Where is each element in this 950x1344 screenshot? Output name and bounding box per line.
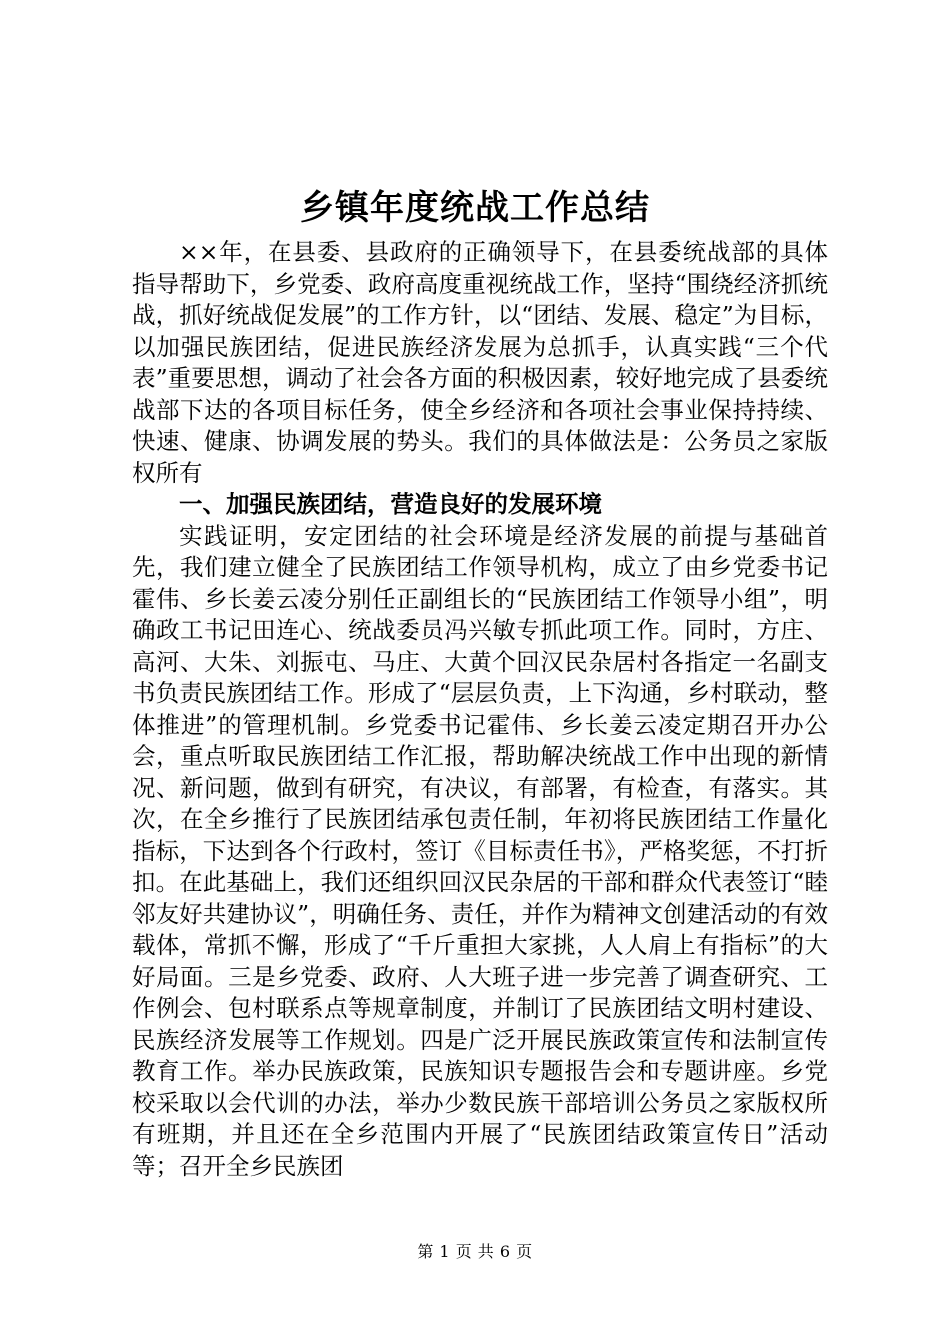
section-heading: 一、加强民族团结，营造良好的发展环境 [179, 490, 602, 518]
section-paragraph: 实践证明，安定团结的社会环境是经济发展的前提与基础首先，我们建立健全了民族团结工作领导机构，成立了由乡党委书记霍伟、乡长姜云凌分别任正副组长的“民族团结工作领导小组”，明确政工书记田连心、统战委员冯兴敏专抓此项工作。同时，方庄、高河、大朱、刘振屯、马庄、大黄个回汉民杂居村各指定一名副支书负责民族团结工作。形成了“层层负责，上下沟通，乡村联动，整体推进”的管理机制。乡党委书记霍伟、乡长姜云凌定期召开办公会，重点听取民族团结工作汇报，帮助解决统战工作中出现的新情况、新问题，做到有研究，有决议，有部署，有检查，有落实。其次，在全乡推行了民族团结承包责任制，年初将民族团结工作量化指标，下达到各个行政村，签订《目标责任书》，严格奖惩，不打折扣。在此基础上，我们还组织回汉民杂居的干部和群众代表签订“睦邻友好共建协议”，明确任务、责任，并作为精神文创建活动的有效载体，常抓不懈，形成了“千斤重担大家挑，人人肩上有指标”的大好局面。三是乡党委、政府、人大班子进一步完善了调查研究、工作例会、包村联系点等规章制度，并制订了民族团结文明村建设、民族经济发展等工作规划。四是广泛开展民族政策宣传和法制宣传教育工作。举办民族政策，民族知识专题报告会和专题讲座。乡党校采取以会代训的办法，举办少数民族干部培训公务员之家版权所有班期，并且还在全乡范围内开展了“民族团结政策宣传日”活动等；召开全乡民族团 [132, 521, 828, 1180]
document-body [132, 237, 828, 1182]
document-title: 乡镇年度统战工作总结 [300, 188, 650, 228]
page-number-footer: 第 1 页 共 6 页 [417, 1242, 533, 1261]
intro-paragraph: ××年，在县委、县政府的正确领导下，在县委统战部的具体指导帮助下，乡党委、政府高度重视统战工作，坚持“围绕经济抓统战，抓好统战促发展”的工作方针，以“团结、发展、稳定”为目标，以加强民族团结，促进民族经济发展为总抓手，认真实践“三个代表”重要思想，调动了社会各方面的积极因素，较好地完成了县委统战部下达的各项目标任务，使全乡经济和各项社会事业保持持续、快速、健康、协调发展的势头。我们的具体做法是：公务员之家版权所有 [132, 238, 828, 487]
